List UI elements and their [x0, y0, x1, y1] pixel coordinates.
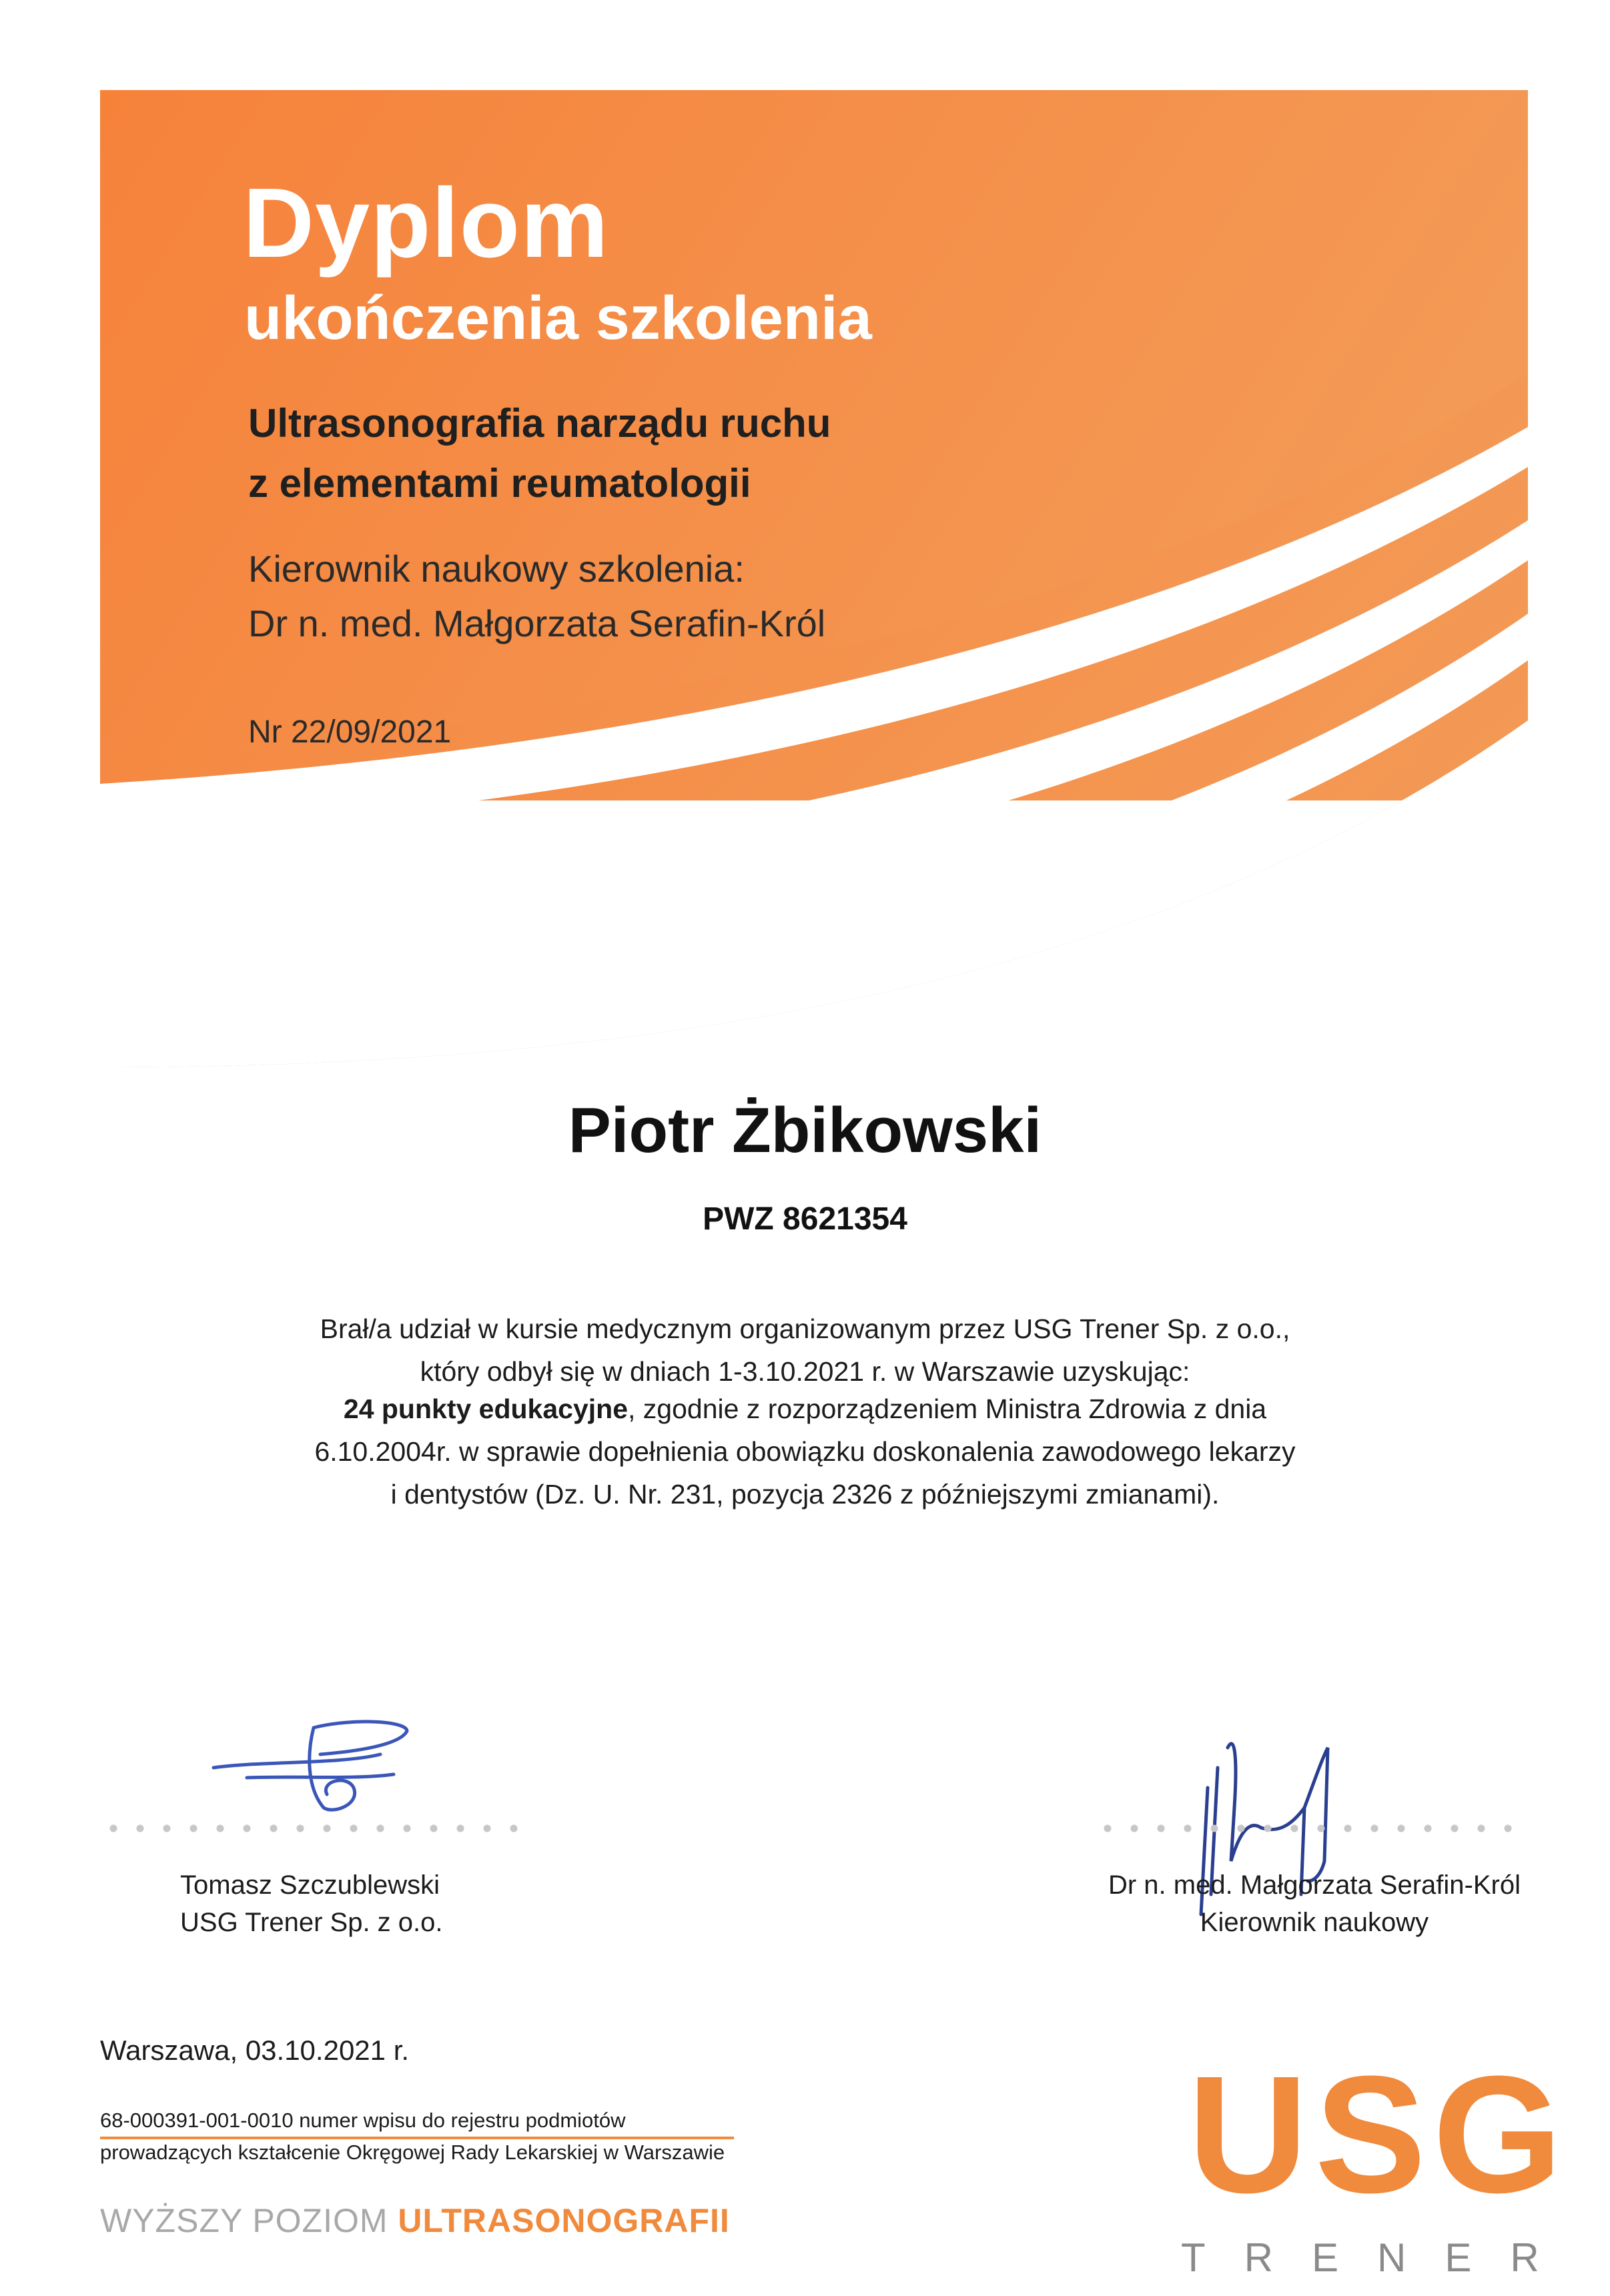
left-signature [207, 1714, 420, 1821]
right-signatory-role: Kierownik naukowy [1200, 1908, 1429, 1937]
course-title-line1: Ultrasonografia narządu ruchu [248, 401, 831, 446]
participation-line2: który odbył się w dniach 1-3.10.2021 r. w Warszawie uzyskując: [420, 1356, 1190, 1387]
points-paragraph [0, 1387, 1610, 1516]
slogan [100, 2201, 730, 2240]
participation-paragraph [0, 1307, 1610, 1393]
diploma-number: Nr 22/09/2021 [248, 714, 452, 750]
trener-logo-text: TRENER [1181, 2235, 1578, 2280]
registry-underline [100, 2137, 734, 2139]
diploma-title: Dyplom [243, 168, 609, 278]
recipient-pwz: PWZ 8621354 [703, 1201, 907, 1237]
usg-logo: USG [1188, 2041, 1569, 2227]
left-signatory-org: USG Trener Sp. z o.o. [180, 1908, 443, 1937]
course-title-line2: z elementami reumatologii [248, 461, 751, 506]
points-line2: 6.10.2004r. w sprawie dopełnienia obowiązku doskonalenia zawodowego lekarzy [314, 1436, 1296, 1467]
points-line3: i dentystów (Dz. U. Nr. 231, pozycja 2326 z późniejszymi zmianami). [390, 1479, 1220, 1510]
left-signatory [180, 1866, 443, 1941]
director-label: Kierownik naukowy szkolenia: [248, 548, 745, 590]
points-line1-rest: , zgodnie z rozporządzeniem Ministra Zdrowia z dnia [628, 1393, 1267, 1424]
diploma-subtitle: ukończenia szkolenia [244, 284, 872, 352]
left-signatory-name: Tomasz Szczublewski [180, 1870, 440, 1900]
participation-line1: Brał/a udział w kursie medycznym organizowanym przez USG Trener Sp. z o.o., [320, 1313, 1290, 1344]
registry-line2: prowadzących kształcenie Okręgowej Rady Lekarskiej w Warszawie [100, 2141, 725, 2164]
slogan-part1: WYŻSZY POZIOM [100, 2202, 398, 2239]
recipient-name: Piotr Żbikowski [568, 1095, 1042, 1166]
slogan-part2: ULTRASONOGRAFII [398, 2202, 730, 2239]
place-date: Warszawa, 03.10.2021 r. [100, 2035, 410, 2066]
right-signatory-name: Dr n. med. Małgorzata Serafin-Król [1108, 1870, 1521, 1900]
right-signatory [1081, 1866, 1548, 1941]
points-line1 [0, 1387, 1610, 1430]
points-bold: 24 punkty edukacyjne [343, 1393, 629, 1424]
registry-line1: 68-000391-001-0010 numer wpisu do rejestru podmiotów [100, 2109, 626, 2132]
signature-line-right [1094, 1824, 1521, 1833]
director-name: Dr n. med. Małgorzata Serafin-Król [248, 602, 826, 644]
signature-line-left [100, 1824, 527, 1833]
